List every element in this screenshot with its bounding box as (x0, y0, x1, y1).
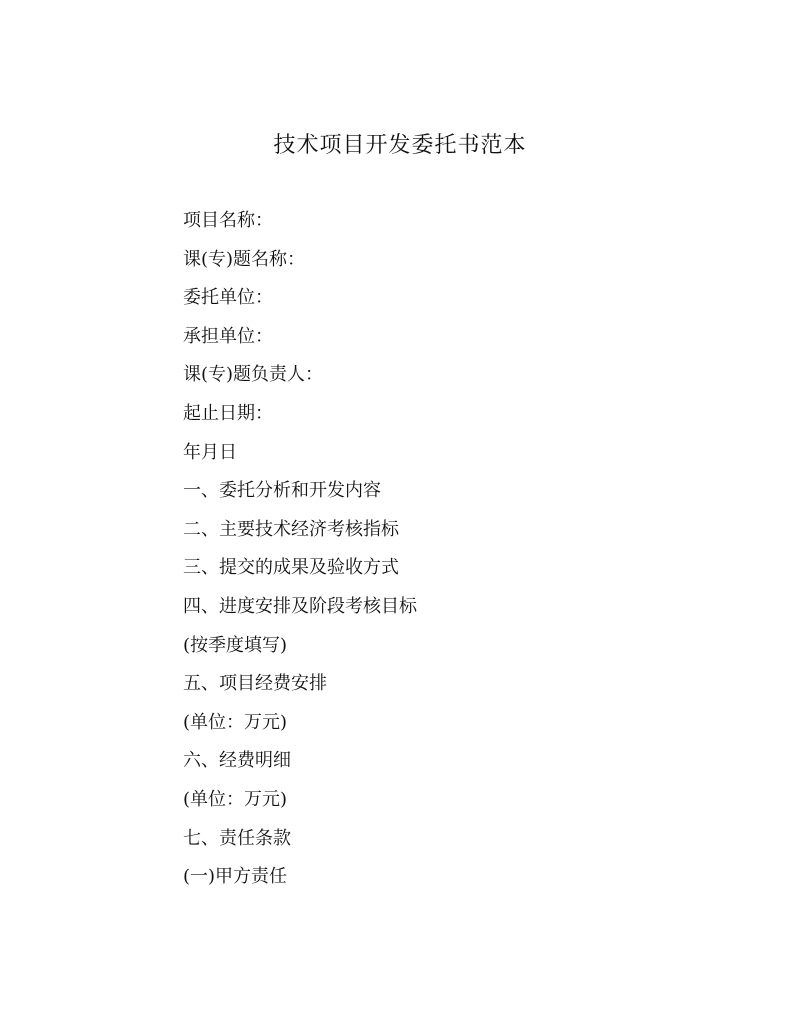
field-project-name: 项目名称： (183, 210, 273, 231)
section-heading-6: 六、经费明细 (183, 750, 291, 772)
section-note-6: (单位：万元) (183, 788, 288, 810)
field-date-range: 起止日期： (183, 402, 273, 424)
field-contractor-unit: 承担单位： (183, 325, 273, 347)
document-title: 技术项目开发委托书范本 (273, 133, 527, 158)
field-client-unit: 委托单位： (183, 287, 273, 309)
section-heading-5: 五、项目经费安排 (183, 673, 327, 695)
subsection-heading-7-1: (一)甲方责任 (183, 866, 288, 888)
section-note-4: (按季度填写) (183, 634, 288, 656)
section-heading-2: 二、主要技术经济考核指标 (183, 518, 399, 540)
field-subject-lead: 课(专)题负责人： (183, 364, 324, 386)
document-body (183, 207, 417, 902)
section-heading-3: 三、提交的成果及验收方式 (183, 557, 399, 579)
section-heading-1: 一、委托分析和开发内容 (183, 480, 381, 502)
field-date-format: 年月日 (183, 441, 237, 463)
section-heading-7: 七、责任条款 (183, 827, 291, 849)
field-subject-name: 课(专)题名称： (183, 248, 306, 270)
section-heading-4: 四、进度安排及阶段考核目标 (183, 595, 417, 617)
section-note-5: (单位：万元) (183, 711, 288, 733)
